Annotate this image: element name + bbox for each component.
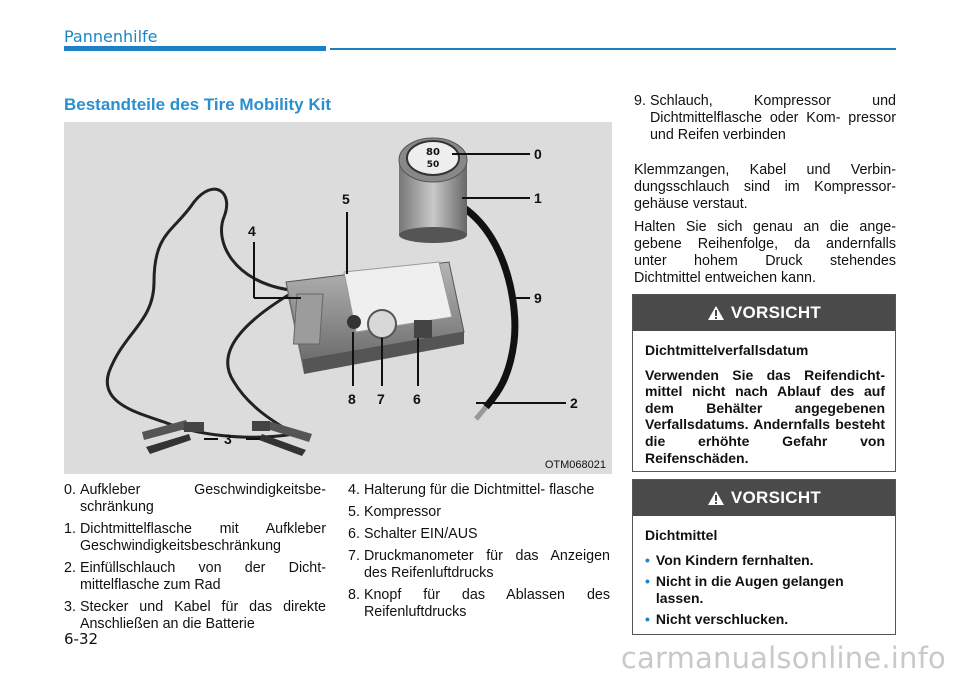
callout-0: 0 xyxy=(534,146,542,162)
clamp-right xyxy=(252,421,312,456)
callout-7: 7 xyxy=(377,391,385,407)
section-title: Bestandteile des Tire Mobility Kit xyxy=(64,95,332,114)
caution-header xyxy=(633,480,895,516)
caution-header xyxy=(633,295,895,331)
caution-box-sealant xyxy=(632,479,896,635)
parts-list-left xyxy=(64,482,326,638)
header-rule-thick xyxy=(64,46,326,51)
list-item: 5. Kompressor xyxy=(348,504,442,520)
list-item: 3. Stecker und Kabel für das direkte Anschließen an die Batterie xyxy=(64,599,326,632)
compressor xyxy=(286,262,464,374)
watermark: carmanualsonline.info xyxy=(620,641,946,675)
callout-6: 6 xyxy=(413,391,421,407)
caution-box-expiry xyxy=(632,294,896,472)
callout-3: 3 xyxy=(224,431,232,447)
svg-text:50: 50 xyxy=(426,160,440,170)
callout-5: 5 xyxy=(342,191,350,207)
list-item: 7. Druckmanometer für das Anzeigen des Reifenluftdrucks xyxy=(348,548,610,581)
clamp-left xyxy=(142,420,204,454)
kit-illustration xyxy=(64,122,612,474)
list-item: 8. Knopf für das Ablassen des Reifenluftdrucks xyxy=(348,587,610,620)
warning-icon xyxy=(707,305,725,321)
list-item: 0. Aufkleber Geschwindigkeitsbe- schränkung xyxy=(64,482,326,515)
caution-title: Dichtmittel xyxy=(645,527,718,543)
list-item: 6. Schalter EIN/AUS xyxy=(348,526,478,542)
bullet-icon: • xyxy=(645,551,650,568)
callout-4: 4 xyxy=(248,223,256,239)
bullet-icon: • xyxy=(645,611,650,628)
parts-list-right xyxy=(634,93,896,149)
caution-heading: VORSICHT xyxy=(730,303,822,322)
list-item: • Nicht in die Augen gelangen lassen. xyxy=(645,573,844,606)
list-item: 2. Einfüllschlauch von der Dicht- mittelflasche zum Rad xyxy=(64,560,326,593)
list-item: 9. Schlauch, Kompressor und Dichtmittelflasche oder Kom- pressor und Reifen verbinden xyxy=(634,93,896,143)
list-item: 1. Dichtmittelflasche mit Aufkleber Geschwindigkeitsbeschränkung xyxy=(64,521,326,554)
paragraph-storage: Klemmzangen, Kabel und Verbin- dungsschlauch sind im Kompressor- gehäuse verstaut. xyxy=(634,162,896,212)
svg-text:80: 80 xyxy=(426,147,440,158)
warning-icon xyxy=(707,490,725,506)
callout-1: 1 xyxy=(534,190,542,206)
battery-cable xyxy=(107,189,294,437)
caution-title: Dichtmittelverfallsdatum xyxy=(645,342,809,358)
list-item: 4. Halterung für die Dichtmittel- flasche xyxy=(348,482,595,498)
section-label: Pannenhilfe xyxy=(64,27,158,46)
callout-9: 9 xyxy=(534,290,542,306)
caution-text: Verwenden Sie das Reifendicht- mittel nicht nach Ablauf des auf dem Behälter angegebenen Verfallsdatums. Andernfalls besteht die erhöhte Gefahr von Reifenschäden. xyxy=(645,366,885,466)
caution-heading: VORSICHT xyxy=(730,488,822,507)
bullet-icon: • xyxy=(645,573,650,590)
header-rule-thin xyxy=(330,48,896,50)
list-item: • Nicht verschlucken. xyxy=(645,611,789,628)
page-number: 6-32 xyxy=(64,630,99,648)
figure-code: OTM068021 xyxy=(544,459,606,471)
battery-cable-2 xyxy=(228,294,294,434)
tire-mobility-kit-figure xyxy=(64,122,612,474)
list-item: • Von Kindern fernhalten. xyxy=(645,551,814,568)
callout-8: 8 xyxy=(348,391,356,407)
paragraph-order: Halten Sie sich genau an die ange- gebene Reihenfolge, da andernfalls unter hohem Druck stehendes Dichtmittel entweichen kann. xyxy=(634,219,896,286)
callout-2: 2 xyxy=(570,395,578,411)
parts-list-middle xyxy=(348,482,610,626)
